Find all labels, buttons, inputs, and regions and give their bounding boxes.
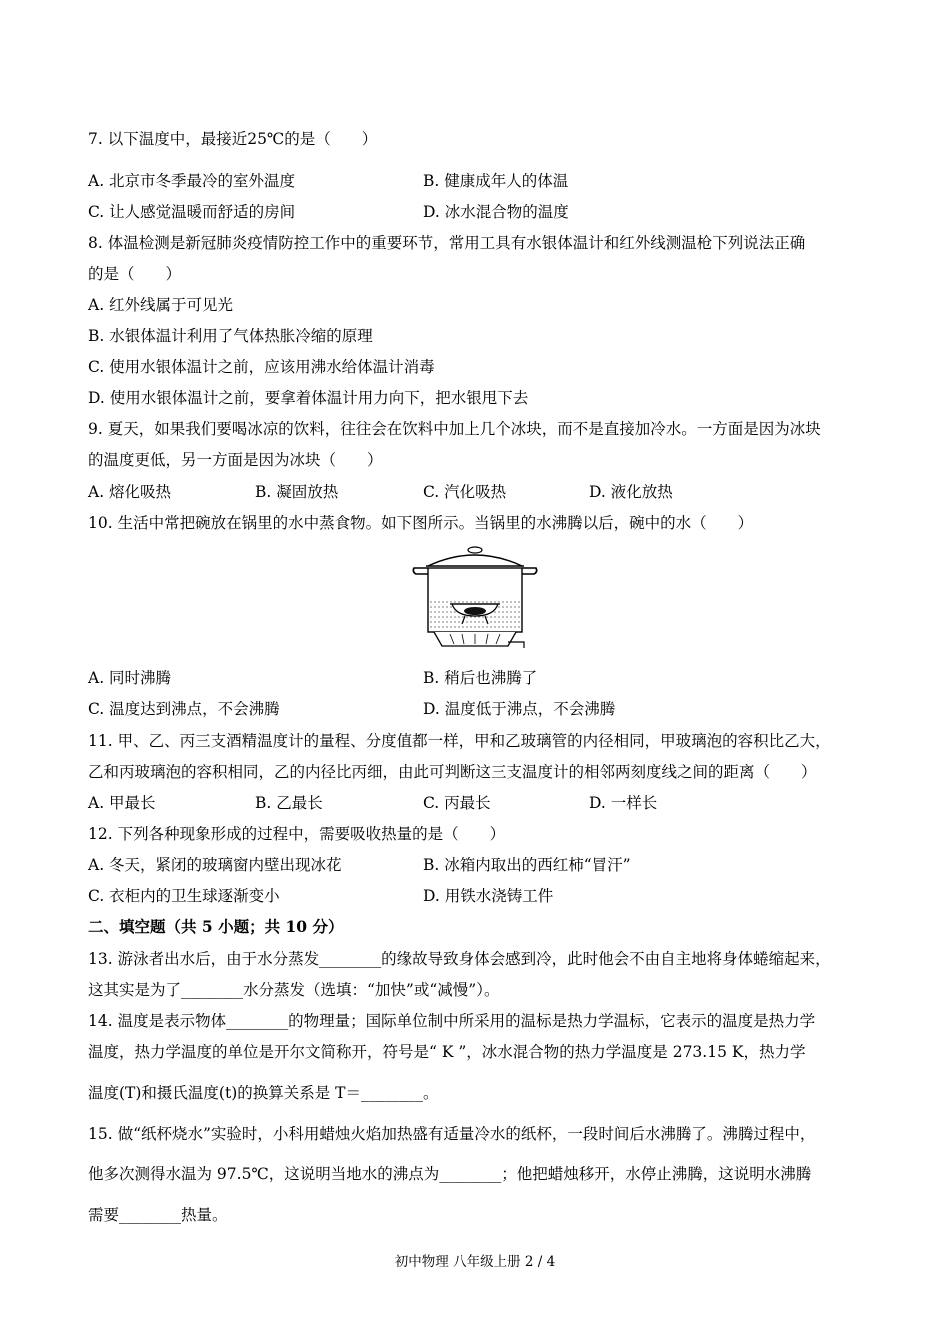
q8-option-c: C. 使用水银体温计之前，应该用沸水给体温计消毒 (88, 358, 435, 376)
q11-option-b: B. 乙最长 (255, 794, 323, 812)
steaming-pot-figure (410, 544, 540, 654)
pot-handle-left (413, 568, 428, 574)
pot-handle-right (522, 568, 537, 574)
q11-option-a: A. 甲最长 (88, 794, 156, 812)
q8-option-a: A. 红外线属于可见光 (88, 296, 234, 314)
q11-stem-line1: 11. 甲、乙、丙三支酒精温度计的量程、分度值都一样，甲和乙玻璃管的内径相同，甲玻璃泡的容积比乙大， (88, 732, 831, 750)
q15-line1: 15. 做“纸杯烧水”实验时，小科用蜡烛火焰加热盛有适量冷水的纸杯，一段时间后水沸腾了。沸腾过程中， (88, 1125, 816, 1143)
q12-option-b: B. 冰箱内取出的西红柿“冒汗” (423, 856, 631, 874)
q11-option-c: C. 丙最长 (423, 794, 491, 812)
q8-option-b: B. 水银体温计利用了气体热胀冷缩的原理 (88, 327, 373, 345)
q8-stem-line2: 的是（ ） (88, 265, 182, 283)
q7-stem: 7. 以下温度中，最接近25℃的是（ ） (88, 130, 378, 148)
q8-option-d: D. 使用水银体温计之前，要拿着体温计用力向下，把水银甩下去 (88, 389, 529, 407)
pot-lid (428, 555, 522, 566)
q15-line3: 需要________热量。 (88, 1206, 228, 1224)
q11-option-d: D. 一样长 (589, 794, 658, 812)
q14-line2: 温度，热力学温度的单位是开尔文简称开，符号是“ K ”，冰水混合物的热力学温度是 273.15 K，热力学 (88, 1043, 806, 1061)
q10-option-a: A. 同时沸腾 (88, 669, 172, 687)
q7-option-a: A. 北京市冬季最冷的室外温度 (88, 172, 296, 190)
q11-stem-line2: 乙和丙玻璃泡的容积相同，乙的内径比丙细，由此可判断这三支温度计的相邻两刻度线之间的距离（ ） (88, 763, 817, 781)
food (464, 607, 486, 615)
q7-option-b: B. 健康成年人的体温 (423, 172, 569, 190)
q9-option-b: B. 凝固放热 (255, 483, 339, 501)
q10-option-b: B. 稍后也沸腾了 (423, 669, 538, 687)
q10-stem: 10. 生活中常把碗放在锅里的水中蒸食物。如下图所示。当锅里的水沸腾以后，碗中的水（ ） (88, 514, 754, 532)
q9-option-c: C. 汽化吸热 (423, 483, 507, 501)
page-footer: 初中物理 八年级上册 2 / 4 (394, 1254, 556, 1270)
q7-option-d: D. 冰水混合物的温度 (423, 203, 569, 221)
q7-option-c: C. 让人感觉温暖而舒适的房间 (88, 203, 296, 221)
q15-line2: 他多次测得水温为 97.5℃，这说明当地水的沸点为________；他把蜡烛移开，水停止沸腾，这说明水沸腾 (88, 1165, 812, 1183)
q9-option-d: D. 液化放热 (589, 483, 673, 501)
q8-stem-line1: 8. 体温检测是新冠肺炎疫情防控工作中的重要环节，常用工具有水银体温计和红外线测温枪下列说法正确 (88, 234, 806, 252)
q12-stem: 12. 下列各种现象形成的过程中，需要吸收热量的是（ ） (88, 825, 506, 843)
q10-option-d: D. 温度低于沸点，不会沸腾 (423, 700, 616, 718)
q12-option-c: C. 衣柜内的卫生球逐渐变小 (88, 887, 280, 905)
section-heading: 二、填空题（共 5 小题；共 10 分） (88, 917, 344, 936)
q13-line1: 13. 游泳者出水后，由于水分蒸发________的缘故导致身体会感到冷，此时他会不由自主地将身体蜷缩起来， (88, 950, 831, 968)
q14-line1: 14. 温度是表示物体________的物理量；国际单位制中所采用的温标是热力学温标，它表示的温度是热力学 (88, 1012, 816, 1030)
q13-line2: 这其实是为了________水分蒸发（选填：“加快”或“减慢”）。 (88, 981, 500, 999)
q14-line3: 温度(T)和摄氏温度(t)的换算关系是 T＝________。 (88, 1084, 439, 1102)
pot-body (428, 568, 522, 632)
q9-stem-line1: 9. 夏天，如果我们要喝冰凉的饮料，往往会在饮料中加上几个冰块，而不是直接加冷水。一方面是因为冰块 (88, 420, 821, 438)
q12-option-a: A. 冬天，紧闭的玻璃窗内壁出现冰花 (88, 856, 342, 874)
lid-knob (468, 547, 482, 553)
q10-option-c: C. 温度达到沸点，不会沸腾 (88, 700, 280, 718)
q9-stem-line2: 的温度更低，另一方面是因为冰块（ ） (88, 451, 383, 469)
q9-option-a: A. 熔化吸热 (88, 483, 172, 501)
q12-option-d: D. 用铁水浇铸工件 (423, 887, 554, 905)
